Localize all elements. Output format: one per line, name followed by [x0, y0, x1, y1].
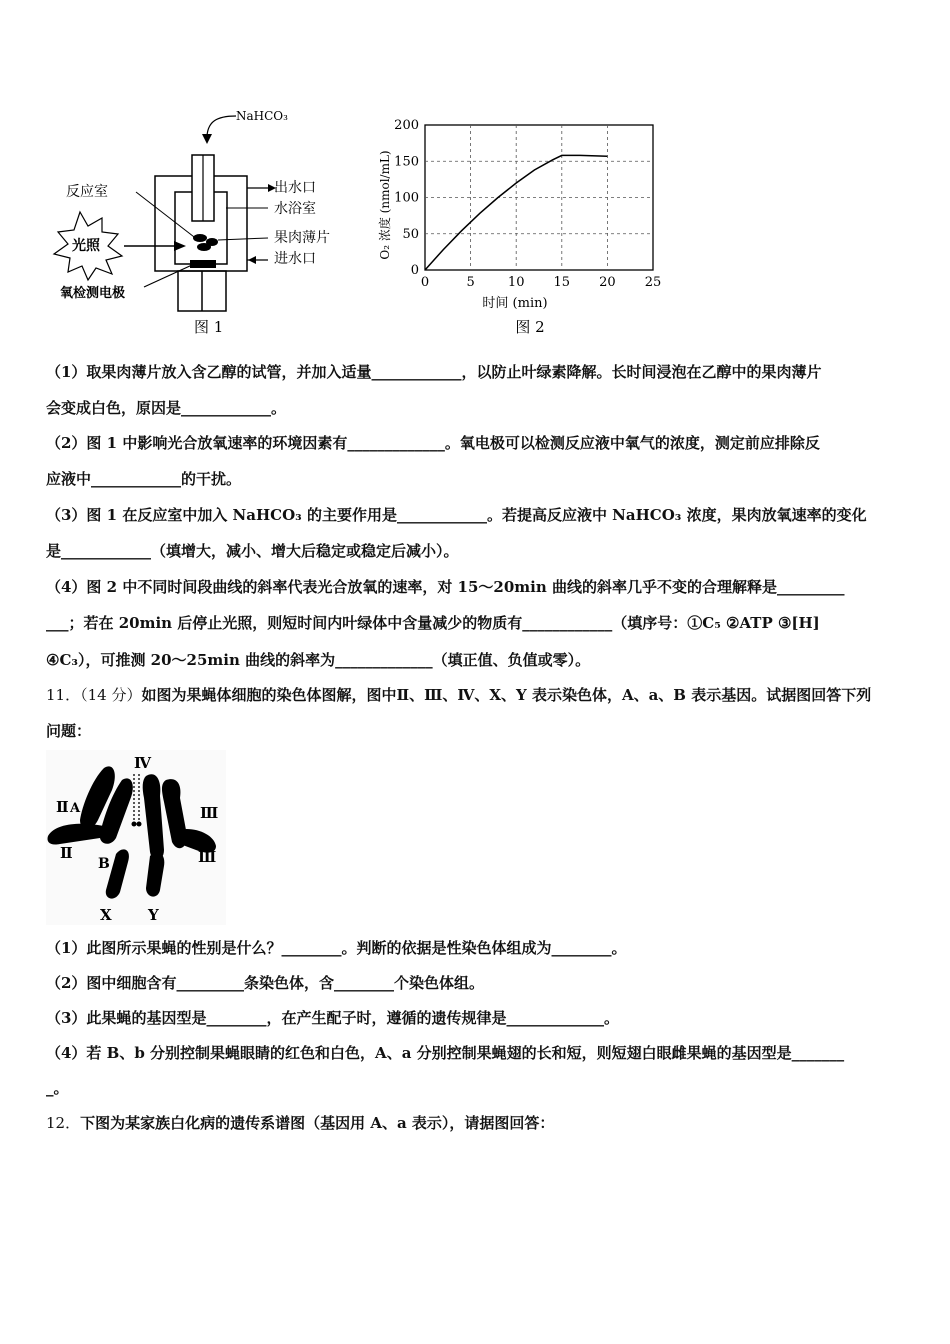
- q10-part1-line2: 会变成白色，原因是____________。: [46, 399, 287, 417]
- q10-part3-line2: 是____________（填增大，减小、增大后稳定或稳定后减小）。: [46, 542, 459, 560]
- q10-part4-line3: ④C₃），可推测 20～25min 曲线的斜率为_____________（填正值、负值或零）。: [46, 651, 591, 669]
- y-tick-label: 200: [394, 118, 419, 133]
- label-water-in: 进水口: [274, 251, 316, 267]
- y-tick-label: 50: [402, 226, 419, 242]
- q11-part3: （3）此果蝇的基因型是________，在产生配子时，遵循的遗传规律是_____________。: [46, 1009, 619, 1027]
- q12-stem: [46, 1113, 916, 1133]
- q11-part2: （2）图中细胞含有_________条染色体，含________个染色体组。: [46, 974, 484, 992]
- label-pulp-slice: 果肉薄片: [274, 230, 330, 246]
- q12-number: 12．: [46, 1114, 81, 1132]
- chromosome-iv-centromere-left: [132, 822, 137, 827]
- label-reaction-chamber: 反应室: [66, 184, 108, 200]
- label-chromosome-iii-top: Ⅲ: [200, 804, 219, 822]
- label-chromosome-x: X: [100, 906, 112, 924]
- x-tick-label: 0: [420, 275, 430, 290]
- q11-stem-text: 如图为果蝇体细胞的染色体图解，图中Ⅱ、Ⅲ、Ⅳ、X、Y 表示染色体，A、a、B 表示基因。试据图回答下列: [141, 686, 872, 704]
- q11-number: 11．（14 分）: [46, 686, 142, 704]
- y-axis-label: O₂ 浓度 (nmol/mL): [378, 150, 392, 260]
- chromosome-iv-centromere-right: [137, 822, 142, 827]
- q11-part1: （1）此图所示果蝇的性别是什么？________。判断的依据是性染色体组成为________。: [46, 939, 627, 957]
- q10-part4-line1: （4）图 2 中不同时间段曲线的斜率代表光合放氧的速率，对 15～20min 曲线的斜率几乎不变的合理解释是_________: [46, 578, 845, 596]
- x-tick-label: 25: [644, 275, 662, 290]
- label-chromosome-ii-bottom: Ⅱ: [60, 844, 73, 862]
- figure1-caption: 图 1: [194, 318, 224, 336]
- y-tick-label: 0: [410, 263, 419, 278]
- q10-part3-line1: （3）图 1 在反应室中加入 NaHCO₃ 的主要作用是____________。若提高反应液中 NaHCO₃ 浓度，果肉放氧速率的变化: [46, 506, 867, 524]
- x-tick-label: 15: [553, 275, 571, 290]
- label-chromosome-ii-top: Ⅱ: [56, 798, 69, 816]
- label-light: 光照: [72, 238, 100, 254]
- water-in-arrowhead: [248, 256, 256, 264]
- y-tick-label: 100: [394, 190, 419, 206]
- x-axis-label: 时间 (min): [482, 296, 548, 311]
- label-chromosome-iv: Ⅳ: [134, 754, 152, 772]
- label-oxygen-electrode: 氧检测电极: [60, 286, 126, 301]
- q10-part1-line1: （1）取果肉薄片放入含乙醇的试管，并加入适量____________，以防止叶绿素降解。长时间浸泡在乙醇中的果肉薄片: [46, 363, 822, 381]
- q10-part4-line2: ___；若在 20min 后停止光照，则短时间内叶绿体中含量减少的物质有____________（填序号：①C₅ ②ATP ③[H]: [46, 614, 820, 632]
- x-tick-label: 5: [466, 275, 475, 290]
- pulp-slice-3: [197, 243, 211, 251]
- q12-stem-text: 下图为某家族白化病的遗传系谱图（基因用 A、a 表示），请据图回答：: [80, 1114, 555, 1132]
- q11-stem-line1: [46, 685, 916, 705]
- nahco3-arrowhead: [202, 134, 212, 144]
- x-tick-label: 10: [507, 275, 525, 290]
- x-tick-label: 20: [599, 275, 616, 290]
- figure2-chart: [365, 110, 685, 340]
- label-water-out: 出水口: [274, 180, 316, 196]
- figure1-apparatus: [40, 100, 360, 340]
- q10-part2-line2: 应液中____________的干扰。: [46, 470, 242, 488]
- q11-chromosome-figure: [46, 750, 226, 925]
- label-chromosome-iii-bottom: Ⅲ: [198, 848, 217, 866]
- label-gene-b: B: [98, 856, 110, 872]
- figure2-caption: 图 2: [515, 318, 545, 336]
- q11-part4-line2: _。: [46, 1079, 69, 1097]
- q11-stem-line2: 问题：: [46, 722, 92, 740]
- q10-part2-line1: （2）图 1 中影响光合放氧速率的环境因素有_____________。氧电极可以检测反应液中氧气的浓度，测定前应排除反: [46, 434, 820, 452]
- label-nahco3: NaHCO₃: [236, 109, 288, 123]
- label-gene-a-upper: A: [70, 801, 81, 816]
- label-water-bath: 水浴室: [274, 201, 316, 217]
- leader-oxygen-electrode: [144, 265, 192, 287]
- electrode-top: [190, 260, 216, 268]
- label-gene-a-lower: a: [108, 827, 116, 841]
- q11-part4-line1: （4）若 B、b 分别控制果蝇眼睛的红色和白色，A、a 分别控制果蝇翅的长和短，则短翅白眼雌果蝇的基因型是_______: [46, 1044, 845, 1062]
- y-tick-label: 150: [394, 154, 419, 170]
- label-chromosome-y: Y: [148, 906, 159, 924]
- nahco3-arrow: [207, 116, 236, 136]
